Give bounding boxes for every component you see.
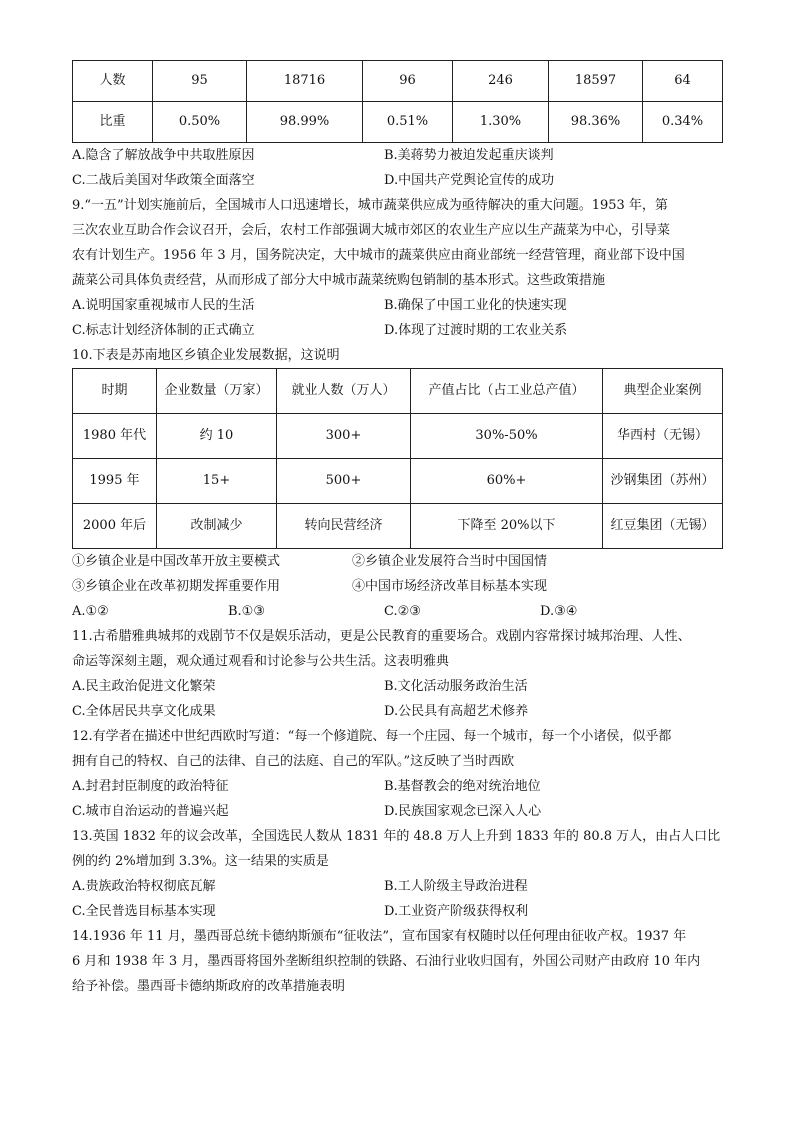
- question-text: 拥有自己的特权、自己的法律、自己的法庭、自己的军队。”这反映了当时西欧: [72, 754, 515, 769]
- option-c: C.二战后美国对华政策全面落空: [72, 173, 255, 188]
- option-c: C.全体居民共享文化成果: [72, 704, 216, 719]
- table-cell: 246: [453, 61, 549, 102]
- table-cell: 98.36%: [549, 102, 643, 143]
- option-b: B.确保了中国工业化的快速实现: [384, 298, 567, 313]
- table-cell: 95: [153, 61, 247, 102]
- table-row: [73, 61, 723, 102]
- option-c: C.全民普选目标基本实现: [72, 904, 216, 919]
- option-d: D.公民具有高超艺术修养: [384, 704, 529, 719]
- option-a: A.①②: [72, 604, 109, 619]
- option-c: C.标志计划经济体制的正式确立: [72, 323, 255, 338]
- table-row: [73, 102, 723, 143]
- q12-options-row2: [72, 799, 722, 824]
- option-a: A.民主政治促进文化繁荣: [72, 679, 216, 694]
- question-9: [72, 193, 722, 343]
- table-cell: 改制减少: [157, 504, 277, 549]
- q8-options-row1: [72, 143, 722, 168]
- table-cell: 500+: [277, 459, 411, 504]
- table-cell: 15+: [157, 459, 277, 504]
- question-10: [72, 343, 722, 624]
- column-header: 就业人数（万人）: [277, 369, 411, 414]
- table-cell: 华西村（无锡）: [603, 414, 723, 459]
- table-cell: 1.30%: [453, 102, 549, 143]
- table-cell: 红豆集团（无锡）: [603, 504, 723, 549]
- option-d: D.工业资产阶级获得权利: [384, 904, 529, 919]
- question-text: 14.1936 年 11 月，墨西哥总统卡德纳斯颁布“征收法”，宣布国家有权随时以任何理由征收产权。1937 年: [72, 929, 687, 944]
- option-b: B.工人阶级主导政治进程: [384, 879, 528, 894]
- option-b: B.①③: [228, 604, 265, 619]
- question-text: 12.有学者在描述中世纪西欧时写道：“每一个修道院、每一个庄园、每一个城市，每一个小诸侯，似乎都: [72, 729, 672, 744]
- column-header: 产值占比（占工业总产值）: [411, 369, 603, 414]
- exam-page: [72, 60, 722, 999]
- q10-options: [72, 599, 722, 624]
- column-header: 典型企业案例: [603, 369, 723, 414]
- q9-options-row2: [72, 318, 722, 343]
- q13-options-row2: [72, 899, 722, 924]
- q9-options-row1: [72, 293, 722, 318]
- column-header: 时期: [73, 369, 157, 414]
- option-b: B.文化活动服务政治生活: [384, 679, 528, 694]
- question-12: [72, 724, 722, 824]
- table-cell: 300+: [277, 414, 411, 459]
- table-cell: 18716: [247, 61, 363, 102]
- table-cell: 60%+: [411, 459, 603, 504]
- question-text: 命运等深刻主题，观众通过观看和讨论参与公共生活。这表明雅典: [72, 654, 450, 669]
- statement-4: ④中国市场经济改革目标基本实现: [352, 579, 548, 594]
- row-label: 比重: [73, 102, 153, 143]
- table-cell: 0.34%: [643, 102, 723, 143]
- question-text: 13.英国 1832 年的议会改革，全国选民人数从 1831 年的 48.8 万人上升到 1833 年的 80.8 万人，由占人口比: [72, 829, 721, 844]
- option-d: D.③④: [540, 604, 578, 619]
- table-cell: 30%-50%: [411, 414, 603, 459]
- table-header-row: [73, 369, 723, 414]
- table-cell: 1980 年代: [73, 414, 157, 459]
- question-text: 例的约 2%增加到 3.3%。这一结果的实质是: [72, 854, 329, 869]
- table-cell: 沙钢集团（苏州）: [603, 459, 723, 504]
- question-text: 9.“一五”计划实施前后，全国城市人口迅速增长，城市蔬菜供应成为亟待解决的重大问题。1953 年，第: [72, 198, 668, 213]
- row-label: 人数: [73, 61, 153, 102]
- q13-options-row1: [72, 874, 722, 899]
- table-cell: 64: [643, 61, 723, 102]
- table-cell: 0.51%: [363, 102, 453, 143]
- table-row: [73, 414, 723, 459]
- township-enterprise-table: [72, 368, 723, 549]
- question-text: 11.古希腊雅典城邦的戏剧节不仅是娱乐活动，更是公民教育的重要场合。戏剧内容常探讨城邦治理、人性、: [72, 629, 691, 644]
- option-b: B.基督教会的绝对统治地位: [384, 779, 541, 794]
- option-c: C.②③: [384, 604, 421, 619]
- option-a: A.说明国家重视城市人民的生活: [72, 298, 255, 313]
- question-text: 6 月和 1938 年 3 月，墨西哥将国外垄断组织控制的铁路、石油行业收归国有，外国公司财产由政府 10 年内: [72, 954, 701, 969]
- table-cell: 约 10: [157, 414, 277, 459]
- q11-options-row1: [72, 674, 722, 699]
- option-a: A.贵族政治特权彻底瓦解: [72, 879, 216, 894]
- question-13: [72, 824, 722, 924]
- option-b: B.美蒋势力被迫发起重庆谈判: [384, 148, 554, 163]
- question-text: 三次农业互助合作会议召开，会后，农村工作部强调大城市郊区的农业生产应以生产蔬菜为中心，引导菜: [72, 223, 671, 238]
- option-c: C.城市自治运动的普遍兴起: [72, 804, 229, 819]
- question-text: 给予补偿。墨西哥卡德纳斯政府的改革措施表明: [72, 979, 346, 994]
- table-cell: 18597: [549, 61, 643, 102]
- table-row: [73, 504, 723, 549]
- option-d: D.体现了过渡时期的工农业关系: [384, 323, 568, 338]
- table-cell: 98.99%: [247, 102, 363, 143]
- question-text: 农有计划生产。1956 年 3 月，国务院决定，大中城市的蔬菜供应由商业部统一经营管理，商业部下设中国: [72, 248, 685, 263]
- table-cell: 2000 年后: [73, 504, 157, 549]
- question-11: [72, 624, 722, 724]
- question-text: 10.下表是苏南地区乡镇企业发展数据，这说明: [72, 348, 340, 363]
- option-a: A.隐含了解放战争中共取胜原因: [72, 148, 255, 163]
- statement-2: ②乡镇企业发展符合当时中国国情: [352, 554, 548, 569]
- q10-statements-row2: [72, 574, 722, 599]
- option-a: A.封君封臣制度的政治特征: [72, 779, 229, 794]
- q11-options-row2: [72, 699, 722, 724]
- table-cell: 下降至 20%以下: [411, 504, 603, 549]
- statement-3: ③乡镇企业在改革初期发挥重要作用: [72, 579, 281, 594]
- question-text: 蔬菜公司具体负责经营，从而形成了部分大中城市蔬菜统购包销制的基本形式。这些政策措施: [72, 273, 606, 288]
- table-row: [73, 459, 723, 504]
- statement-1: ①乡镇企业是中国改革开放主要模式: [72, 554, 281, 569]
- option-d: D.中国共产党舆论宣传的成功: [384, 173, 555, 188]
- q12-options-row1: [72, 774, 722, 799]
- column-header: 企业数量（万家）: [157, 369, 277, 414]
- option-d: D.民族国家观念已深入人心: [384, 804, 542, 819]
- table-cell: 1995 年: [73, 459, 157, 504]
- table-cell: 转向民营经济: [277, 504, 411, 549]
- question-14: [72, 924, 722, 999]
- q10-statements-row1: [72, 549, 722, 574]
- q8-options-row2: [72, 168, 722, 193]
- election-table: [72, 60, 723, 143]
- table-cell: 0.50%: [153, 102, 247, 143]
- table-cell: 96: [363, 61, 453, 102]
